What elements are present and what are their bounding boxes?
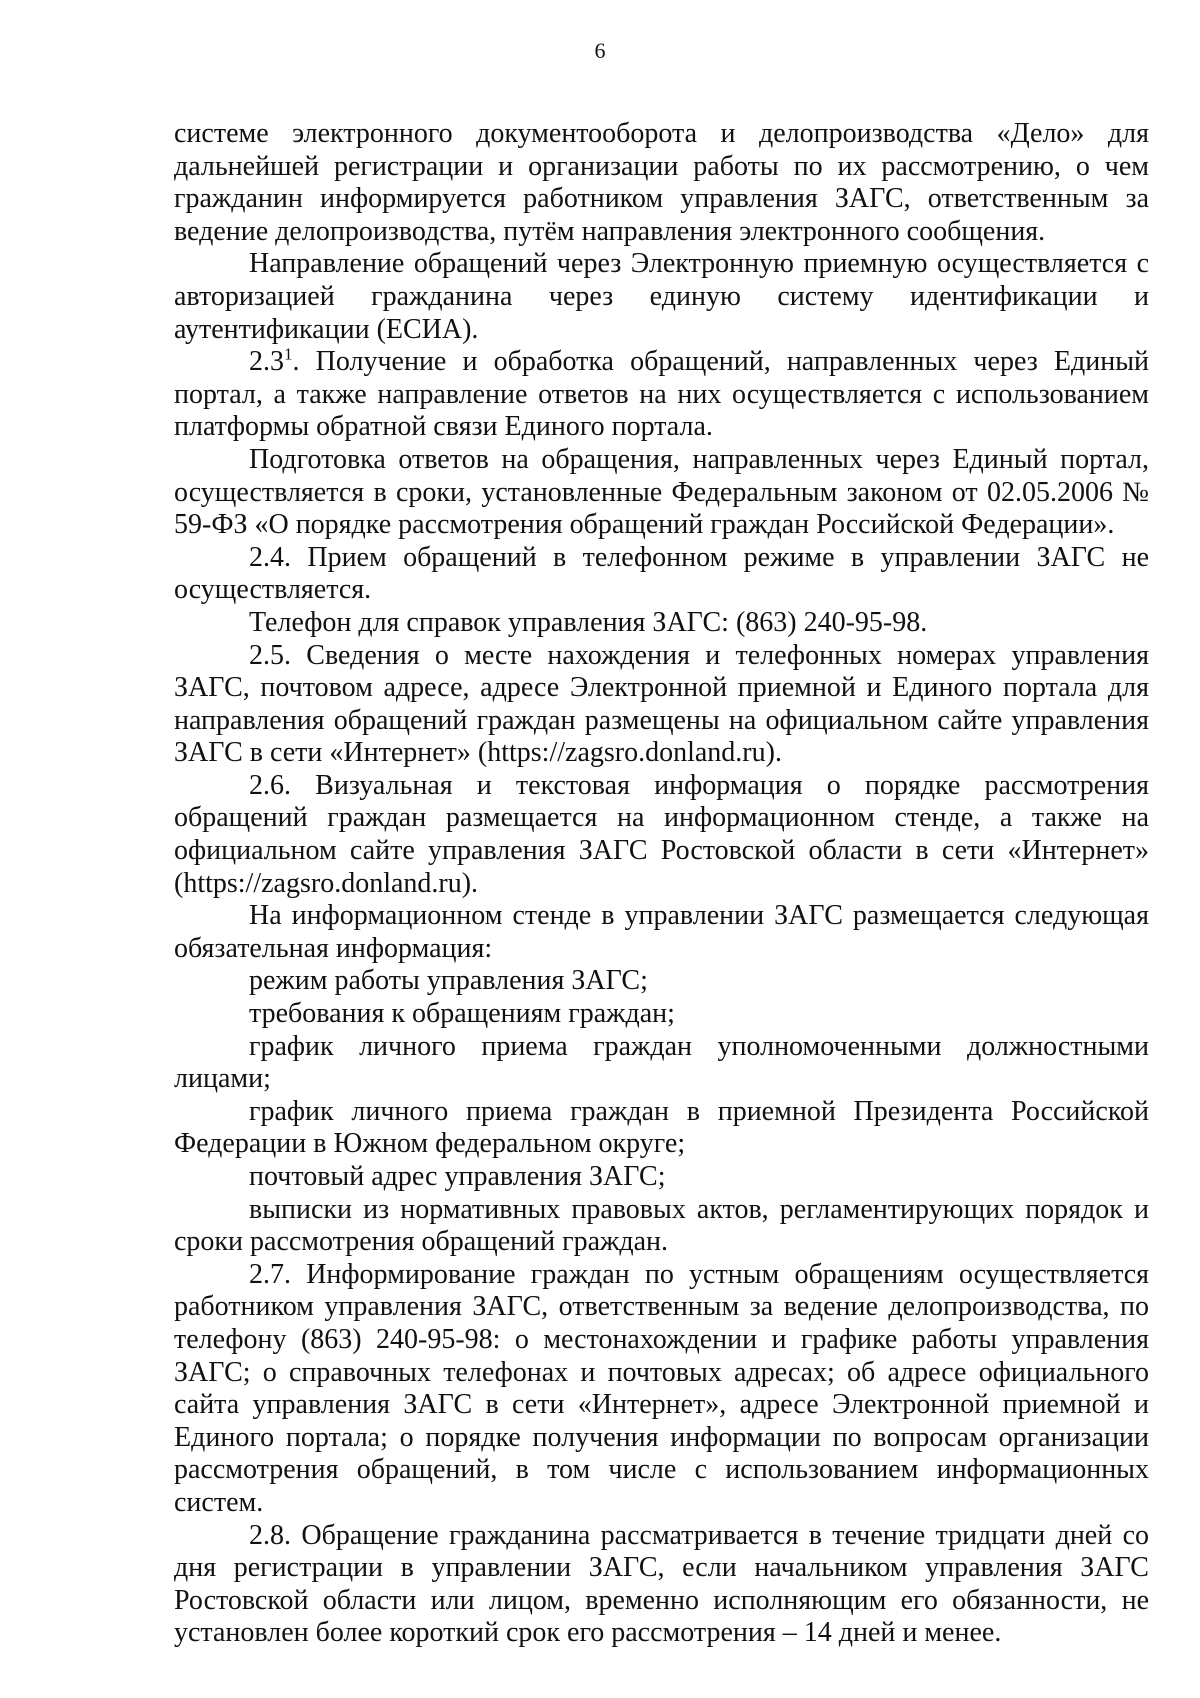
clause-suffix: . (292, 346, 316, 378)
paragraph-2-3-1 (174, 346, 1149, 444)
paragraph-2-5: 2.5. Сведения о месте нахождения и телефонных номерах управления ЗАГС, почтовом адресе, адресе Электронной приемной и Единого портала для направления обращений граждан размещены на официальном сайте управления ЗАГС в сети «Интернет» (https://zagsro.donland.ru). (174, 639, 1149, 769)
paragraph-2-7: 2.7. Информирование граждан по устным обращениям осуществляется работником управления ЗАГС, ответственным за ведение делопроизводства, по телефону (863) 240-95-98: о местонахождении и графике работы управления ЗАГС; о справочных телефонах и почтовых адресах; об адресе официального сайта управления ЗАГС в сети «Интернет», адресе Электронной приемной и Единого портала; о порядке получения информации по вопросам организации рассмотрения обращений, в том числе с использованием информационных систем. (174, 1258, 1149, 1518)
paragraph-2-4: 2.4. Прием обращений в телефонном режиме в управлении ЗАГС не осуществляется. (174, 541, 1149, 606)
paragraph-2-6: 2.6. Визуальная и текстовая информация о порядке рассмотрения обращений граждан размещается на информационном стенде, а также на официальном сайте управления ЗАГС Ростовской области в сети «Интернет» (https://zagsro.donland.ru). (174, 769, 1149, 899)
list-item-president-reception: график личного приема граждан в приемной Президента Российской Федерации в Южном федеральном округе; (174, 1095, 1149, 1160)
document-body (174, 118, 1149, 1650)
paragraph-continuation: системе электронного документооборота и делопроизводства «Дело» для дальнейшей регистрации и организации работы по их рассмотрению, о чем гражданин информируется работником управления ЗАГС, ответственным за ведение делопроизводства, путём направления электронного сообщения. (174, 118, 1149, 247)
paragraph-response-terms: Подготовка ответов на обращения, направленных через Единый портал, осуществляется в сроки, установленные Федеральным законом от 02.05.2006 № 59-ФЗ «О порядке рассмотрения обращений граждан Российской Федерации». (174, 443, 1149, 541)
paragraph-2-8: 2.8. Обращение гражданина рассматривается в течение тридцати дней со дня регистрации в управлении ЗАГС, если начальником управления ЗАГС Ростовской области или лицом, временно исполняющим его обязанности, не установлен более короткий срок его рассмотрения – 14 дней и менее. (174, 1519, 1149, 1649)
list-item-work-mode: режим работы управления ЗАГС; (249, 965, 648, 997)
list-item-requirements: требования к обращениям граждан; (249, 998, 675, 1030)
list-item-legal-extracts: выписки из нормативных правовых актов, регламентирующих порядок и сроки рассмотрения обращений граждан. (174, 1193, 1149, 1258)
clause-text: Получение и обработка обращений, направленных через Единый портал, а также направление ответов на них осуществляется с использованием платформы обратной связи Единого портала. (174, 346, 1150, 443)
page-number: 6 (594, 38, 606, 63)
clause-superscript: 1 (284, 344, 293, 364)
list-item-postal-address: почтовый адрес управления ЗАГС; (249, 1161, 666, 1192)
paragraph-phone: Телефон для справок управления ЗАГС: (863) 240-95-98. (249, 606, 928, 638)
paragraph-stand-info: На информационном стенде в управлении ЗАГС размещается следующая обязательная информация: (174, 900, 1149, 964)
paragraph-esia: Направление обращений через Электронную приемную осуществляется с авторизацией гражданина через единую систему идентификации и аутентификации (ЕСИА). (174, 248, 1149, 345)
clause-number: 2.3 (249, 346, 284, 378)
list-item-reception-schedule: график личного приема граждан уполномоченными должностными лицами; (174, 1030, 1149, 1095)
